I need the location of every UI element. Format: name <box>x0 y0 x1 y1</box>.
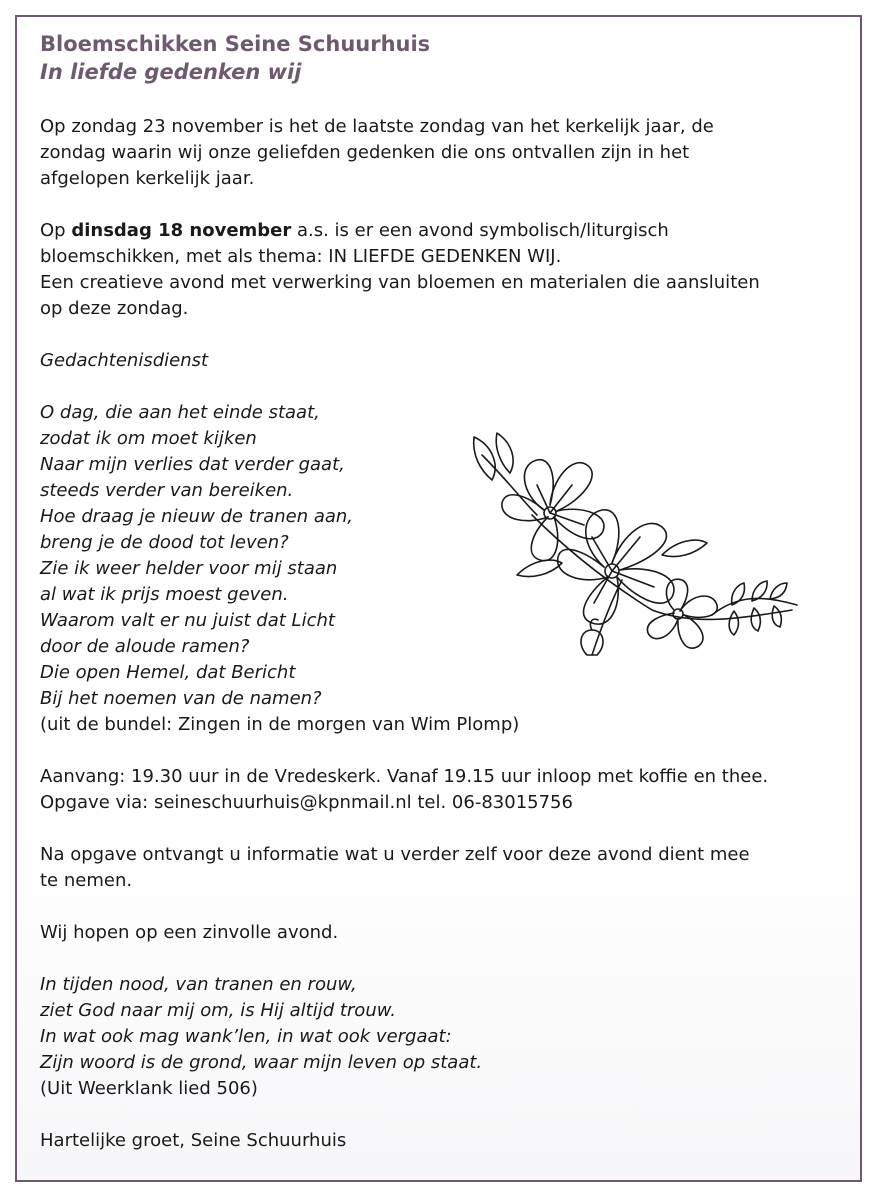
event-prefix: Op <box>40 220 72 241</box>
poem-line: Zie ik weer helder voor mij staan <box>40 558 338 579</box>
page-subtitle: In liefde gedenken wij <box>40 60 302 84</box>
intro-line: zondag waarin wij onze geliefden gedenken die ons ontvallen zijn in het <box>40 142 690 163</box>
poem-line: Naar mijn verlies dat verder gaat, <box>40 454 345 475</box>
intro-line: afgelopen kerkelijk jaar. <box>40 168 255 189</box>
info-line: Na opgave ontvangt u informatie wat u verder zelf voor deze avond dient mee <box>40 844 750 865</box>
poem-line: door de aloude ramen? <box>40 636 250 657</box>
intro-line: Op zondag 23 november is het de laatste zondag van het kerkelijk jaar, de <box>40 116 714 137</box>
info-paragraph <box>40 842 850 894</box>
poem-source: (Uit Weerklank lied 506) <box>40 1078 258 1099</box>
intro-paragraph <box>40 114 850 192</box>
event-line-rest: a.s. is er een avond symbolisch/liturgisch <box>291 220 669 241</box>
poem-line: O dag, die aan het einde staat, <box>40 402 320 423</box>
poem-line: ziet God naar mij om, is Hij altijd trouw. <box>40 1000 397 1021</box>
poem-line: Hoe draag je nieuw de tranen aan, <box>40 506 354 527</box>
event-paragraph <box>40 218 850 322</box>
poem-line: al wat ik prijs moest geven. <box>40 584 289 605</box>
poem-title: Gedachtenisdienst <box>40 350 209 371</box>
flower-illustration <box>462 425 807 670</box>
page-title: Bloemschikken Seine Schuurhuis <box>40 32 431 56</box>
info-line: te nemen. <box>40 870 133 891</box>
event-line <box>40 218 850 244</box>
closing-greeting: Hartelijke groet, Seine Schuurhuis <box>40 1130 347 1151</box>
poem-line: steeds verder van bereiken. <box>40 480 294 501</box>
event-line: op deze zondag. <box>40 298 189 319</box>
start-time-line: Aanvang: 19.30 uur in de Vredeskerk. Vanaf 19.15 uur inloop met koffie en thee. <box>40 766 769 787</box>
poem-line: Bij het noemen van de namen? <box>40 688 322 709</box>
event-line: bloemschikken, met als thema: IN LIEFDE GEDENKEN WIJ. <box>40 246 562 267</box>
poem-line: breng je de dood tot leven? <box>40 532 289 553</box>
poem-line: In tijden nood, van tranen en rouw, <box>40 974 357 995</box>
poem-line: Die open Hemel, dat Bericht <box>40 662 296 683</box>
poem-weerklank <box>40 972 850 1102</box>
poem-line: Zijn woord is de grond, waar mijn leven op staat. <box>40 1052 483 1073</box>
poem-line: In wat ook mag wank’len, in wat ook vergaat: <box>40 1026 452 1047</box>
signup-line: Opgave via: seineschuurhuis@kpnmail.nl tel. 06-83015756 <box>40 792 573 813</box>
poem-source: (uit de bundel: Zingen in de morgen van Wim Plomp) <box>40 714 520 735</box>
event-date: dinsdag 18 november <box>71 220 292 241</box>
poem-line: zodat ik om moet kijken <box>40 428 257 449</box>
hope-line: Wij hopen op een zinvolle avond. <box>40 922 339 943</box>
practical-info <box>40 764 850 816</box>
event-line: Een creatieve avond met verwerking van bloemen en materialen die aansluiten <box>40 272 760 293</box>
poem-line: Waarom valt er nu juist dat Licht <box>40 610 335 631</box>
